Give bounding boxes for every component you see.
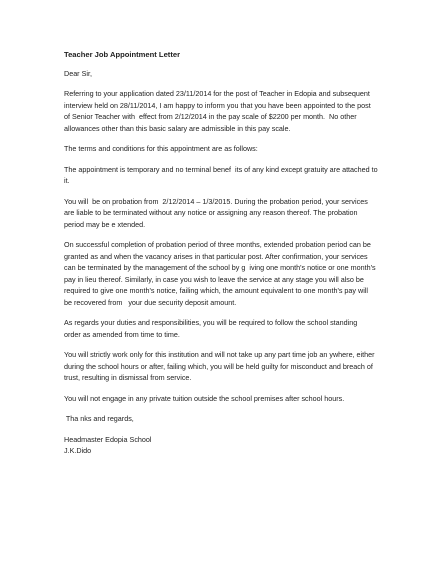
text-line: You will strictly work only for this institution and will not take up any part time job an ywhere, either (64, 350, 375, 359)
text-line: Referring to your application dated 23/11/2014 for the post of Teacher in Edopia and subsequent (64, 89, 370, 98)
paragraph-appointment (64, 88, 394, 134)
paragraph-temporary (64, 164, 394, 187)
letter-greeting: Dear Sir, (64, 69, 92, 78)
signature-title: Headmaster Edopia School (64, 434, 152, 444)
text-line: On successful completion of probation period of three months, extended probation period can be (64, 240, 371, 249)
paragraph-terms-intro (64, 143, 394, 155)
text-line: be recovered from your due security deposit amount. (64, 297, 237, 307)
text-line: The terms and conditions for this appointment are as follows: (64, 144, 258, 153)
text-line: pay in lieu thereof. Similarly, in case you wish to leave the service at any stage you will also be (64, 274, 364, 284)
text-line: The appointment is temporary and no terminal benef its of any kind except gratuity are attached to (64, 164, 378, 174)
text-line: allowances other than this basic salary are admissible in this pay scale. (64, 123, 291, 133)
text-line: required to give one month's notice, failing which, the amount equivalent to one month's pay will (64, 286, 368, 295)
text-line: You will be on probation from 2/12/2014 – 1/3/2015. During the probation period, your services (64, 196, 368, 206)
text-line: interview held on 28/11/2014, I am happy to inform you that you have been appointed to the post (64, 100, 371, 110)
appointment-letter (64, 50, 394, 457)
closing-line (64, 413, 394, 425)
signature-name: J.K.Dido (64, 446, 92, 455)
signature-block (64, 434, 394, 457)
text-line: granted as and when the vacancy arises in that particular post. After confirmation, your services (64, 251, 368, 261)
paragraph-probation (64, 196, 394, 231)
paragraph-confirmation (64, 239, 394, 308)
text-line: As regards your duties and responsibilities, you will be required to follow the school standing (64, 318, 358, 327)
text-line: Tha nks and regards, (64, 414, 134, 423)
text-line: period may be e xtended. (64, 219, 146, 229)
text-line: of Senior Teacher with effect from 2/12/2014 in the pay scale of $2200 per month. No other (64, 112, 357, 121)
text-line: it. (64, 176, 70, 185)
paragraph-tuition (64, 393, 394, 405)
text-line: are liable to be terminated without any notice or assigning any reason thereof. The probation (64, 208, 358, 217)
text-line: during the school hours or after, failing which, you will be held guilty for misconduct and breach of (64, 361, 373, 371)
paragraph-exclusivity (64, 349, 394, 384)
text-line: order as amended from time to time. (64, 329, 180, 339)
text-line: trust, resulting in dismissal from service. (64, 373, 192, 382)
text-line: You will not engage in any private tuition outside the school premises after school hours. (64, 393, 345, 403)
text-line: can be terminated by the management of the school by g iving one month's notice or one month's (64, 263, 376, 272)
letter-title: Teacher Job Appointment Letter (64, 50, 181, 59)
paragraph-duties (64, 317, 394, 340)
